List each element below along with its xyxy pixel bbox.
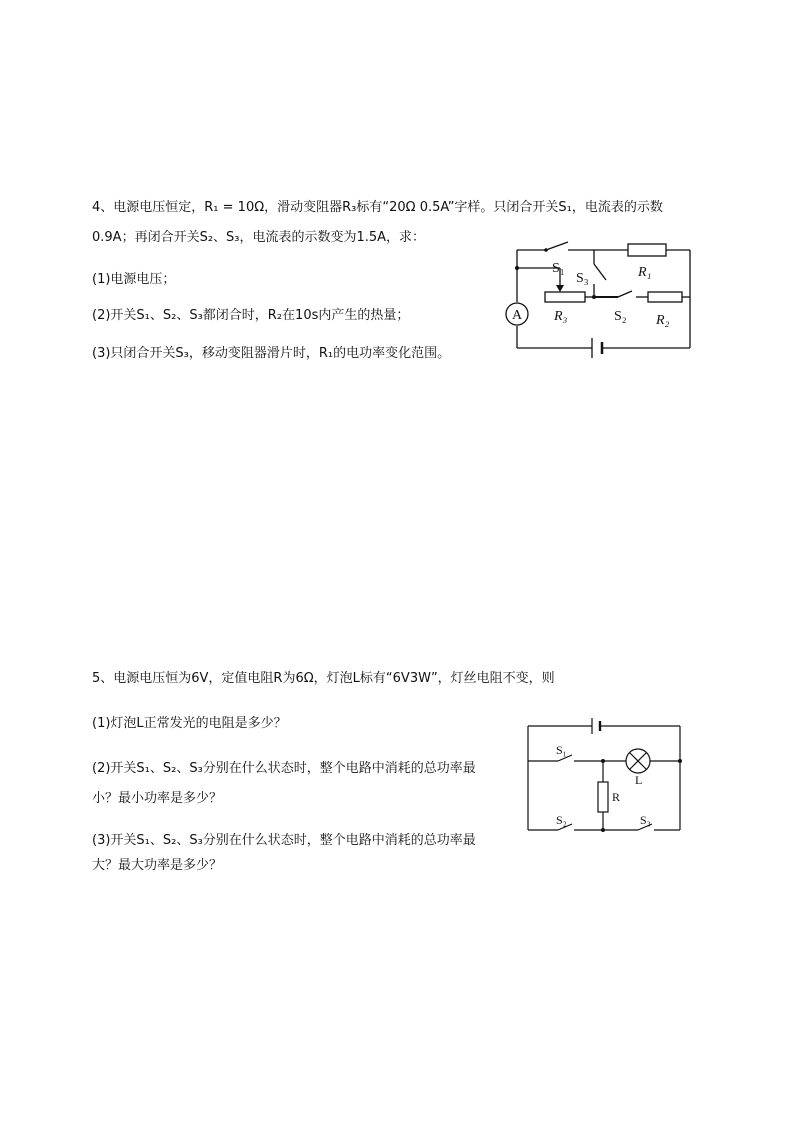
q4-ammeter-label: A	[512, 308, 523, 323]
q5-label-r: R	[612, 790, 621, 804]
q4-label-r2: R₂	[656, 313, 670, 328]
q4-label-r3: R₃	[554, 309, 568, 324]
q5-sub3-line1: (3)开关S₁、S₂、S₃分别在什么状态时，整个电路中消耗的总功率最	[92, 833, 476, 848]
q4-sub1: (1)电源电压；	[92, 272, 176, 287]
q4-sub3: (3)只闭合开关S₃，移动变阻器滑片时，R₁的电功率变化范围。	[92, 346, 451, 361]
q4-line2: 0.9A；再闭合开关S₂、S₃，电流表的示数变为1.5A，求：	[92, 230, 426, 245]
q5-label-s1: S₁	[556, 743, 567, 757]
q4-sub2: (2)开关S₁、S₂、S₃都闭合时，R₂在10s内产生的热量；	[92, 308, 410, 323]
q5-line1: 5、电源电压恒为6V，定值电阻R为6Ω，灯泡L标有“6V3W”，灯丝电阻不变，则	[92, 671, 555, 686]
q4-label-s3: S₃	[576, 271, 589, 286]
q4-label-s1: S₁	[552, 261, 565, 276]
q5-sub1: (1)灯泡L正常发光的电阻是多少？	[92, 716, 287, 731]
q5-sub3-line2: 大？最大功率是多少？	[92, 858, 223, 873]
q5-label-s3: S₃	[640, 813, 651, 827]
q5-sub2-line1: (2)开关S₁、S₂、S₃分别在什么状态时，整个电路中消耗的总功率最	[92, 761, 476, 776]
q5-label-lamp: L	[635, 773, 643, 787]
q5-circuit-diagram	[520, 714, 690, 839]
q4-circuit-diagram	[500, 238, 700, 358]
q5-sub2-line2: 小？最小功率是多少？	[92, 791, 223, 806]
q4-label-r1: R₁	[638, 265, 652, 280]
q4-label-s2: S₂	[614, 309, 627, 324]
q5-label-s2: S₂	[556, 813, 567, 827]
q4-line1: 4、电源电压恒定，R₁ = 10Ω，滑动变阻器R₃标有“20Ω 0.5A”字样。只闭合开关S₁，电流表的示数	[92, 200, 663, 215]
